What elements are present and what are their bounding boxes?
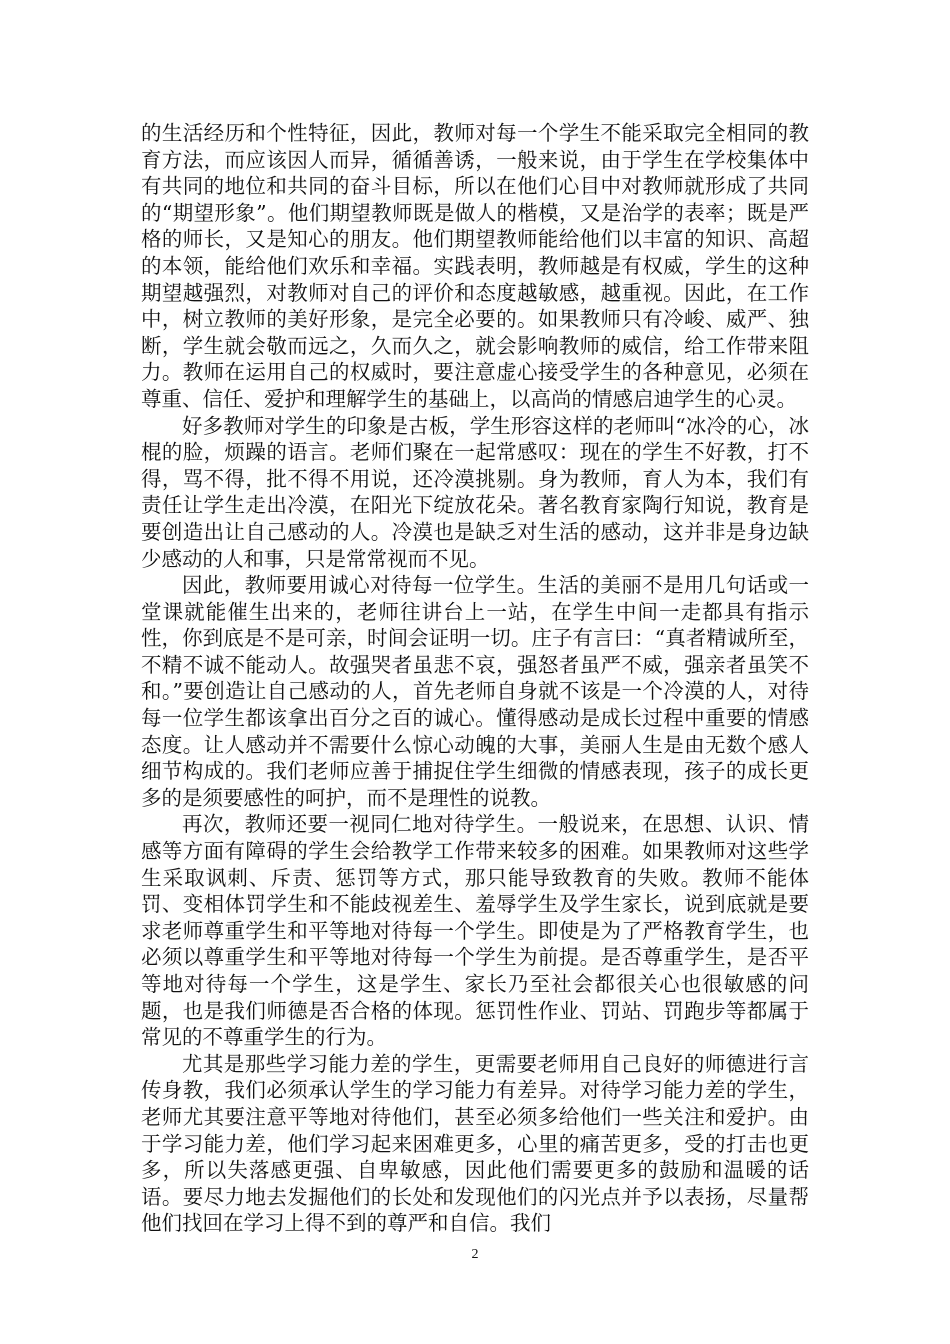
paragraph-continued: 的生活经历和个性特征，因此，教师对每一个学生不能采取完全相同的教育方法，而应该因人而异，循循善诱，一般来说，由于学生在学校集体中有共同的地位和共同的奋斗目标，所以在他们心目中对教师就形成了共同的“期望形象”。他们期望教师既是做人的楷模，又是治学的表率；既是严格的师长，又是知心的朋友。他们期望教师能给他们以丰富的知识、高超的本领，能给他们欢乐和幸福。实践表明，教师越是有权威，学生的这种期望越强烈，对教师对自己的评价和态度越敏感，越重视。因此，在工作中，树立教师的美好形象，是完全必要的。如果教师只有冷峻、威严、独断，学生就会敬而远之，久而久之，就会影响教师的威信，给工作带来阻力。教师在运用自己的权威时，要注意虚心接受学生的各种意见，必须在尊重、信任、爱护和理解学生的基础上，以高尚的情感启迪学生的心灵。 [141, 121, 809, 411]
paragraph: 因此，教师要用诚心对待每一位学生。生活的美丽不是用几句话或一堂课就能催生出来的，老师往讲台上一站，在学生中间一走都具有指示性，你到底是不是可亲，时间会证明一切。庄子有言曰：“真者精诚所至，不精不诚不能动人。故强哭者虽悲不哀，强怒者虽严不威，强亲者虽笑不和。”要创造让自己感动的人，首先老师自身就不该是一个冷漠的人，对待每一位学生都该拿出百分之百的诚心。懂得感动是成长过程中重要的情感态度。让人感动并不需要什么惊心动魄的大事，美丽人生是由无数个感人细节构成的。我们老师应善于捕捉住学生细微的情感表现，孩子的成长更多的是须要感性的呵护，而不是理性的说教。 [141, 573, 809, 810]
paragraph: 再次，教师还要一视同仁地对待学生。一般说来，在思想、认识、情感等方面有障碍的学生会给教学工作带来较多的困难。如果教师对这些学生采取讽刺、斥责、惩罚等方式，那只能导致教育的失败。教师不能体罚、变相体罚学生和不能歧视差生、羞辱学生及学生家长，说到底就是要求老师尊重学生和平等地对待每一个学生。即使是为了严格教育学生，也必须以尊重学生和平等地对待每一个学生为前提。是否尊重学生，是否平等地对待每一个学生，这是学生、家长乃至社会都很关心也很敏感的问题，也是我们师德是否合格的体现。惩罚性作业、罚站、罚跑步等都属于常见的不尊重学生的行为。 [141, 812, 809, 1050]
paragraph: 尤其是那些学习能力差的学生，更需要老师用自己良好的师德进行言传身教，我们必须承认学生的学习能力有差异。对待学习能力差的学生，老师尤其要注意平等地对待他们，甚至必须多给他们一些关注和爱护。由于学习能力差，他们学习起来困难更多，心里的痛苦更多，受的打击也更多，所以失落感更强、自卑敏感，因此他们需要更多的鼓励和温暖的话语。要尽力地去发掘他们的长处和发现他们的闪光点并予以表扬，尽量帮他们找回在学习上得不到的尊严和自信。我们 [141, 1051, 809, 1236]
page-number: 2 [471, 1247, 479, 1262]
document-body [141, 120, 809, 1237]
paragraph: 好多教师对学生的印象是古板，学生形容这样的老师叫“冰冷的心，冰棍的脸，烦躁的语言。老师们聚在一起常感叹：现在的学生不好教，打不得，骂不得，批不得不用说，还冷漠挑剔。身为教师，育人为本，我们有责任让学生走出冷漠，在阳光下绽放花朵。著名教育家陶行知说，教育是要创造出让自己感动的人。冷漠也是缺乏对生活的感动，这并非是身边缺少感动的人和事，只是常常视而不见。 [141, 413, 809, 571]
